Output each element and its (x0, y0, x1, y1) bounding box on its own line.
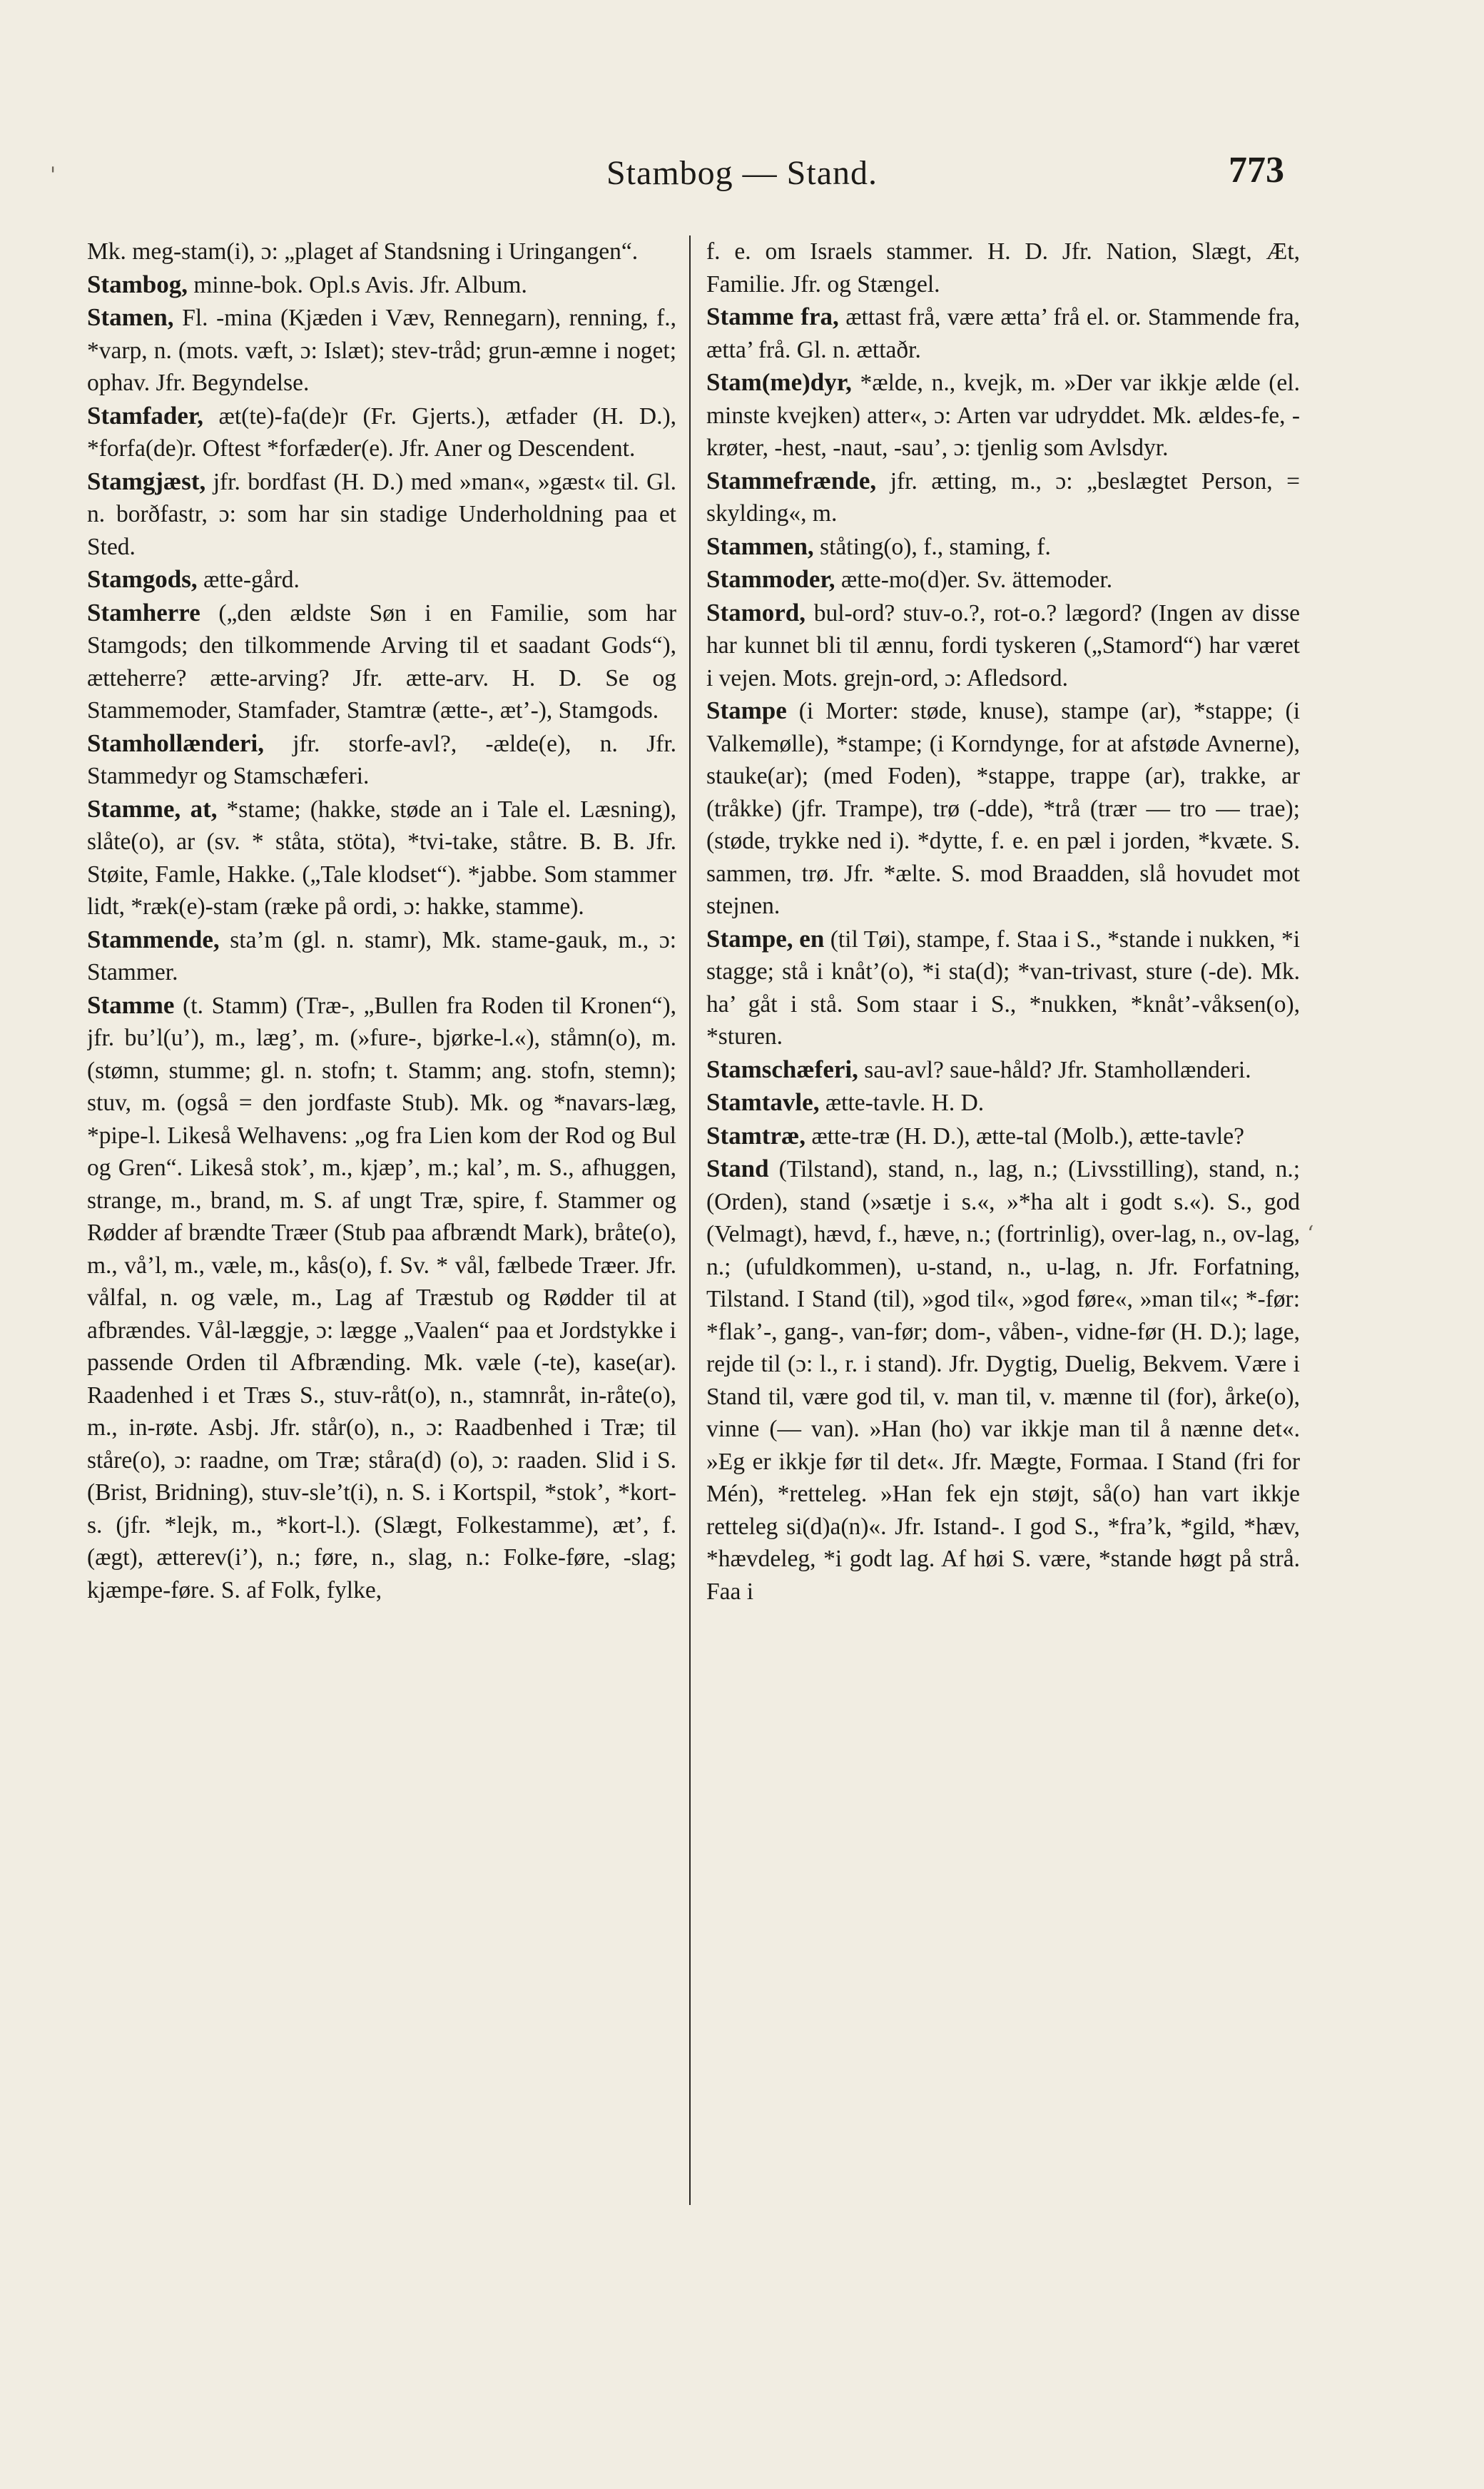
entry-text: bul-ord? stuv-o.?, rot-o.? lægord? (Ingen av disse har kunnet bli til ænnu, fordi tyskeren („Stamord“) har været i vejen. Mots. grejn-ord, ɔ: Afledsord. (706, 599, 1300, 691)
entry-text: jfr. ætting, m., ɔ: „beslægtet Person, = skylding«, m. (706, 467, 1300, 527)
right-column (706, 235, 1300, 2219)
page-number: 773 (1229, 150, 1284, 191)
entry-text: ståting(o), f., staming, f. (820, 533, 1051, 560)
dictionary-entry (706, 563, 1300, 597)
entry-headword: Stamschæferi, (706, 1055, 858, 1083)
left-column (87, 235, 676, 2219)
dictionary-entry (87, 400, 676, 465)
dictionary-entry (87, 563, 676, 597)
entry-headword: Stamgjæst, (87, 467, 206, 495)
column-divider (689, 235, 691, 2205)
entry-text: jfr. bordfast (H. D.) med »man«, »gæst« til. Gl. n. borðfastr, ɔ: som har sin stadige Underholdning paa et Sted. (87, 468, 676, 560)
right-margin-mark: ʻ (1307, 1222, 1314, 1247)
entry-text: ætte-træ (H. D.), ætte-tal (Molb.), ætte-tavle? (811, 1122, 1244, 1150)
dictionary-entry (706, 1053, 1300, 1087)
dictionary-entry (706, 923, 1300, 1053)
margin-mark: ' (50, 163, 56, 188)
dictionary-entry (706, 1152, 1300, 1608)
dictionary-entry (87, 301, 676, 400)
entry-text: jfr. storfe-avl?, -ælde(e), n. Jfr. Stammedyr og Stamschæferi. (87, 730, 676, 789)
entry-headword: Stamtavle, (706, 1088, 820, 1116)
entry-headword: Stamme, at, (87, 794, 218, 823)
entry-text: ætte-gård. (203, 567, 300, 593)
entry-text: sau-avl? saue-håld? Jfr. Stamhollænderi. (864, 1056, 1251, 1083)
dictionary-entry (706, 1120, 1300, 1153)
entry-headword: Stammefrænde, (706, 466, 877, 495)
entry-text: („den ældste Søn i en Familie, som har Stamgods; den tilkommende Arving til et saadant Gods“), ætteherre? ætte-arving? Jfr. ætte-arv. H. D. Se og Stammemoder, Stamfader, Stamtræ (ætte-, æt’-), Stamgods. (87, 599, 676, 724)
entry-headword: Stamme fra, (706, 303, 839, 330)
entry-text: *ælde, n., kvejk, m. »Der var ikkje ælde (el. minste kvejken) atter«, ɔ: Arten var udryddet. Mk. ældes-fe, -krøter, -hest, -naut, -sau’, ɔ: tjenlig som Avlsdyr. (706, 370, 1300, 461)
dictionary-entry (87, 727, 676, 793)
running-title: Stambog — Stand. (606, 154, 878, 192)
entry-headword: Stammende, (87, 925, 220, 953)
entry-text: ætte-mo(d)er. Sv. ättemoder. (840, 567, 1113, 593)
entry-headword: Stammen, (706, 532, 814, 560)
entry-headword: Stamen, (87, 303, 174, 331)
entry-headword: Stamme (87, 990, 175, 1019)
dictionary-entry (706, 1086, 1300, 1120)
entry-headword: Stamherre (87, 598, 200, 627)
entry-text: (t. Stamm) (Træ-, „Bullen fra Roden til Kronen“), jfr. bu’l(u’), m., læg’, m. (»fure-, bjørke-l.«), ståmn(o), m. (stømn, stumme; gl. n. stofn; t. Stamm; ang. stofn, stemn); stuv, m. (også = den jordfaste Stub). Mk. og *navars-læg, *pipe-l. Likeså Welhavens: „og fra Lien kom der Rod og Bul og Gren“. Likeså stok’, m., kjæp’, m.; kal’, m. S., afhuggen, strange, m., brand, m. S. af ungt Træ, spire, f. Stammer og Rødder af brændte Træer (Stub paa afbrændt Mark), bråte(o), m., vå’l, m., væle, m., kås(o), f. Sv. * vål, fælbede Træer. Jfr. vålfal, n. og væle, m., Lag af Træstub og Rødder til at afbrændes. Vål-læggje, ɔ: lægge „Vaalen“ paa et Jordstykke i passende Orden til Afbrænding. Mk. væle (-te), kase(ar). Raadenhed i et Træs S., stuv-råt(o), n., stamnråt, in-råte(o), m., in-røte. Asbj. Jfr. står(o), n., ɔ: Raadbenhed i Træ; til ståre(o), ɔ: raadne, om Træ; ståra(d) (o), ɔ: raaden. Slid i S. (Brist, Bridning), stuv-sle’t(i), n. S. i Kortspil, *stok’, *kort-s. (jfr. *lejk, m., *kort-l.). (Slægt, Folkestamme), æt’, f. (ægt), ætterev(i’), n.; føre, n., slag, n.: Folke-føre, -slag; kjæmpe-føre. S. af Folk, fylke, (87, 992, 676, 1603)
dictionary-entry (87, 268, 676, 302)
dictionary-entry (87, 235, 676, 268)
entry-headword: Stamord, (706, 598, 806, 627)
dictionary-entry (706, 694, 1300, 923)
entry-text: *stame; (hakke, støde an i Tale el. Læsning), slåte(o), ar (sv. * ståta, stöta), *tvi-take, ståtre. B. B. Jfr. Støite, Famle, Hakke. („Tale klodset“). *jabbe. Som stammer lidt, *ræk(e)-stam (ræke på ordi, ɔ: hakke, stamme). (87, 796, 676, 920)
dictionary-entry (87, 793, 676, 923)
entry-headword: Stam(me)dyr, (706, 368, 852, 396)
entry-text: f. e. om Israels stammer. H. D. Jfr. Nation, Slægt, Æt, Familie. Jfr. og Stængel. (706, 238, 1300, 298)
dictionary-entry (706, 366, 1300, 465)
dictionary-entry (706, 530, 1300, 564)
entry-text: Mk. meg-stam(i), ɔ: „plaget af Standsning i Uringangen“. (87, 238, 639, 265)
entry-headword: Stamtræ, (706, 1121, 805, 1150)
entry-headword: Stammoder, (706, 565, 835, 593)
dictionary-entry (87, 597, 676, 727)
dictionary-entry (706, 465, 1300, 530)
page-header (0, 146, 1484, 211)
entry-headword: Stand (706, 1155, 769, 1182)
entry-text: ætte-tavle. H. D. (825, 1090, 985, 1116)
entry-text: (til Tøi), stampe, f. Staa i S., *stande i nukken, *i stagge; stå i knåt’(o), *i sta(d); *van-trivast, sture (-de). Mk. ha’ gåt i stå. Som staar i S., *nukken, *knåt’-våksen(o), *sturen. (706, 926, 1300, 1050)
entry-text: sta’m (gl. n. stamr), Mk. stame-gauk, m., ɔ: Stammer. (87, 926, 676, 985)
entry-headword: Stambog, (87, 270, 188, 298)
dictionary-entry (87, 923, 676, 989)
entry-headword: Stamfader, (87, 401, 204, 430)
entry-text: æt(te)-fa(de)r (Fr. Gjerts.), ætfader (H. D.), *forfa(de)r. Oftest *forfæder(e). Jfr. Aner og Descendent. (87, 402, 676, 462)
dictionary-entry (87, 465, 676, 564)
dictionary-entry (706, 597, 1300, 695)
entry-text: Fl. -mina (Kjæden i Væv, Rennegarn), renning, f., *varp, n. (mots. væft, ɔ: Islæt); stev-tråd; grun-æmne i noget; ophav. Jfr. Begyndelse. (87, 305, 676, 396)
dictionary-entry (706, 300, 1300, 366)
dictionary-entry (706, 235, 1300, 300)
entry-headword: Stamgods, (87, 565, 198, 593)
entry-text: (i Morter: støde, knuse), stampe (ar), *stappe; (i Valkemølle), *stampe; (i Korndynge, for at afstøde Avnerne), stauke(ar); (med Foden), *stappe, trappe (ar), trakke, ar (tråkke) (jfr. Trampe), trø (-dde), *trå (trær — tro — trae); (støde, trykke ned i). *dytte, f. e. en pæl i jorden, *kvæte. S. sammen, trø. Jfr. *ælte. S. mod Braadden, slå hovudet mot stejnen. (706, 698, 1300, 919)
entry-text: minne-bok. Opl.s Avis. Jfr. Album. (193, 271, 527, 298)
entry-headword: Stampe, en (706, 924, 825, 953)
dictionary-entry (87, 989, 676, 1607)
entry-headword: Stamhollænderi, (87, 729, 264, 757)
entry-text: (Tilstand), stand, n., lag, n.; (Livsstilling), stand, n.; (Orden), stand (»sætje i s.«, »*ha alt i godt s.«). S., god (Velmagt), hævd, f., hæve, n.; (fortrinlig), over-lag, n., ov-lag, n.; (ufuldkommen), u-stand, n., u-lag, n. Jfr. Forfatning, Tilstand. I Stand (til), »god til«, »god føre«, »man til«; *-før: *flak’-, gang-, van-før; dom-, våben-, vidne-før (H. D.); lage, rejde til (ɔ: l., r. i stand). Jfr. Dygtig, Duelig, Bekvem. Være i Stand til, være god til, v. man til, v. mænne til (for), årke(o), vinne (— van). »Han (ho) var ikkje man til å nænne det«. »Eg er ikkje før til det«. Jfr. Mægte, Formaa. I Stand (fri for Mén), *retteleg. »Han fek ejn støjt, så(o) han vart ikkje retteleg si(d)a(n)«. Jfr. Istand-. I god S., *fra’k, *gild, *hæv, *hævdeleg, *i godt lag. Af høi S. være, *stande høgt på strå. Faa i (706, 1156, 1300, 1605)
entry-headword: Stampe (706, 696, 787, 724)
entry-text: ættast frå, være ætta’ frå el. or. Stammende fra, ætta’ frå. Gl. n. ættaðr. (706, 304, 1300, 363)
